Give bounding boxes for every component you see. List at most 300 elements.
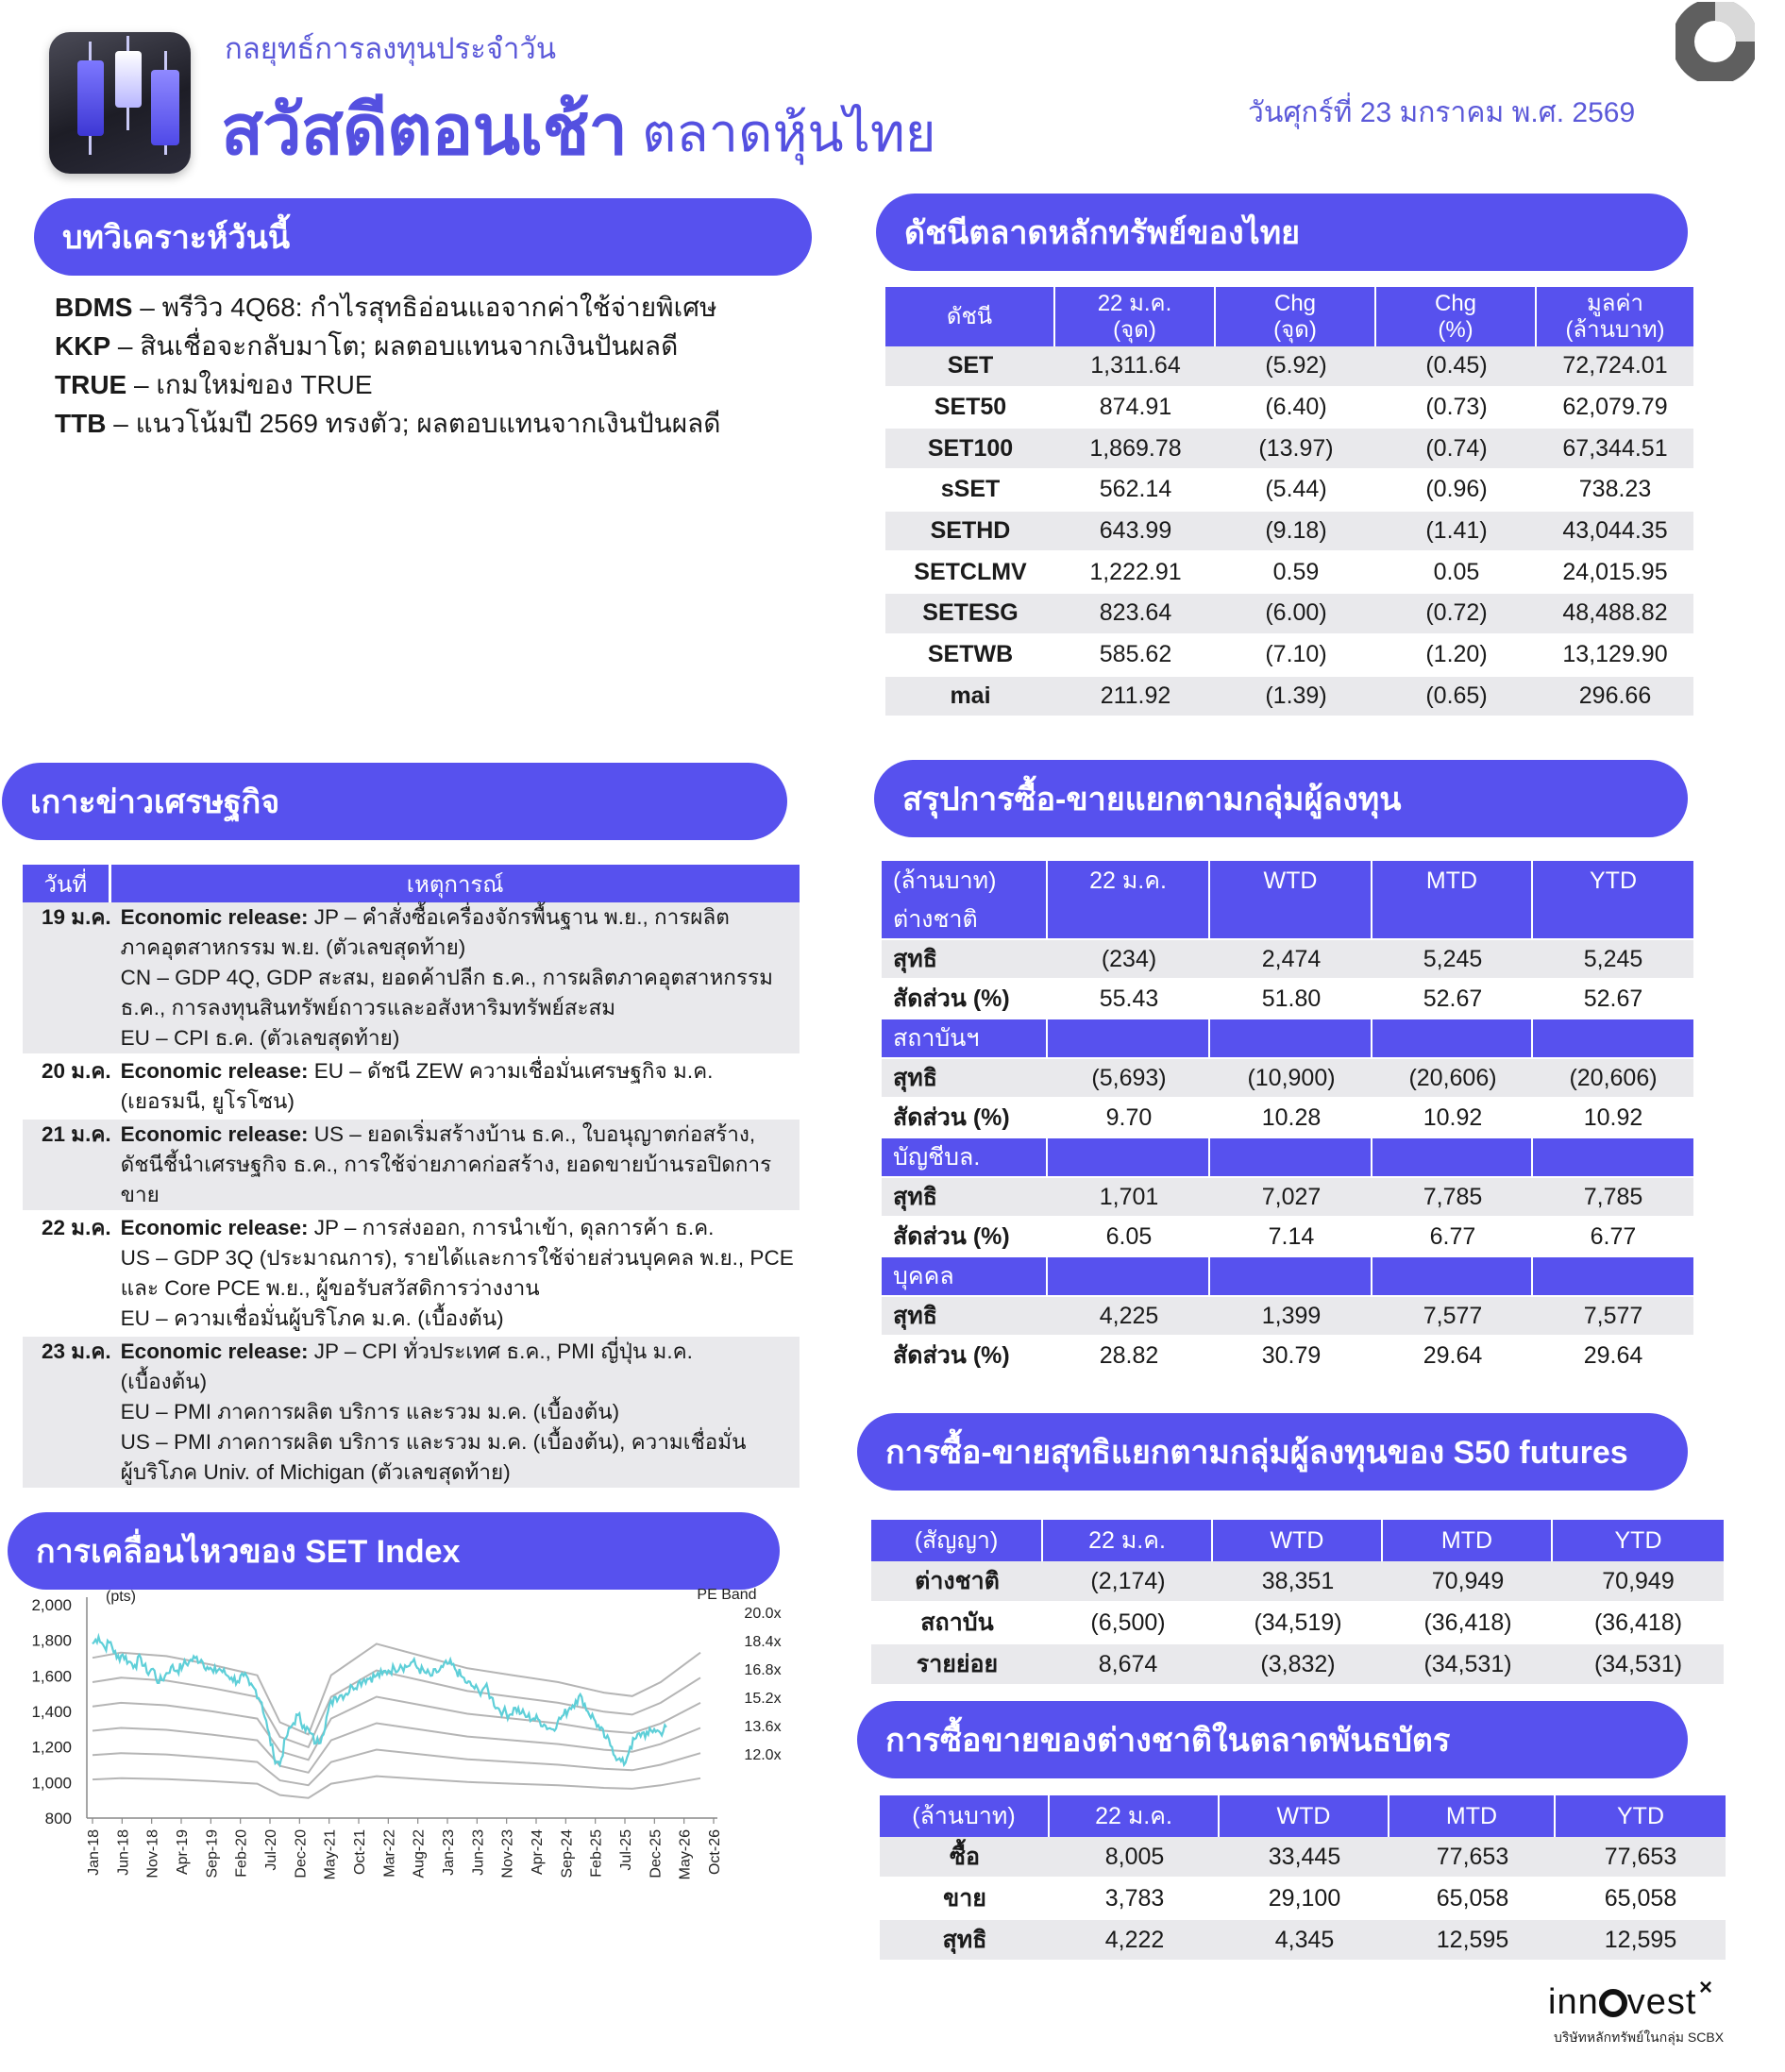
- analysis-item: [55, 365, 791, 404]
- table-cell: (6.40): [1216, 388, 1376, 430]
- table-header-cell: YTD: [1556, 1795, 1726, 1837]
- table-row: [885, 429, 1693, 470]
- table-cell: 4,222: [1050, 1920, 1220, 1962]
- news-event-line: [121, 993, 794, 1023]
- news-row: [23, 1337, 800, 1491]
- y-tick-label: 1,000: [31, 1774, 72, 1793]
- news-event-text: ธ.ค., การลงทุนสินทรัพย์ถาวรและอสังหาริมทรัพย์สะสม: [120, 996, 616, 1019]
- table-cell: สุทธิ: [880, 1920, 1050, 1962]
- table-cell: (7.10): [1216, 635, 1376, 677]
- analysis-item: [55, 288, 791, 327]
- brand-ring-icon: [1676, 2, 1755, 81]
- table-cell: 10.28: [1210, 1099, 1372, 1138]
- news-event-text: JP – CPI ทั่วประเทศ ธ.ค., PMI ญี่ปุ่น ม.ค.: [308, 1339, 693, 1363]
- futures-table: [871, 1520, 1724, 1686]
- x-tick-label: Oct-21: [352, 1829, 368, 1876]
- investor-table: [882, 861, 1693, 1376]
- news-event-line: [121, 1337, 794, 1367]
- x-tick-label: Feb-25: [588, 1829, 605, 1878]
- news-event-text: ผู้บริโภค Univ. of Michigan (ตัวเลขสุดท้าย): [120, 1460, 511, 1484]
- investor-group-cell: [1048, 901, 1210, 940]
- news-row: [23, 1056, 800, 1120]
- table-header-cell: ดัชนี: [885, 287, 1055, 346]
- table-cell: สัดส่วน (%): [882, 980, 1048, 1019]
- table-row: [885, 677, 1693, 718]
- table-cell: ต่างชาติ: [871, 1561, 1043, 1603]
- table-cell: 52.67: [1533, 980, 1693, 1019]
- investor-pct-row: [882, 1337, 1693, 1376]
- chart-heading: การเคลื่อนไหวของ SET Index: [8, 1512, 780, 1590]
- pe-band-label: 13.6x: [744, 1719, 782, 1735]
- brand-x-icon: ×: [1699, 1975, 1713, 2000]
- investor-group-cell: [1372, 1019, 1533, 1059]
- news-event-text: EU – ความเชื่อมั่นผู้บริโภค ม.ค. (เบื้องต้น): [120, 1306, 504, 1330]
- table-cell: (0.65): [1376, 677, 1537, 718]
- table-header-cell: 22 ม.ค. (จุด): [1055, 287, 1216, 346]
- x-tick-label: May-21: [322, 1829, 339, 1880]
- investor-group-cell: [1533, 1019, 1693, 1059]
- table-cell: 7,027: [1210, 1178, 1372, 1218]
- table-cell: 10.92: [1533, 1099, 1693, 1138]
- news-event-text: EU – PMI ภาคการผลิต บริการ และรวม ม.ค. (เบื้องต้น): [120, 1400, 620, 1423]
- table-header-cell: วันที่: [23, 865, 111, 902]
- pe-band-label: 15.2x: [744, 1691, 782, 1707]
- table-cell: สุทธิ: [882, 1297, 1048, 1337]
- table-header-cell: WTD: [1220, 1795, 1389, 1837]
- news-event-text: (เยอรมนี, ยูโรโซน): [120, 1089, 295, 1113]
- table-cell: (36,418): [1383, 1603, 1553, 1644]
- table-cell: 7,577: [1533, 1297, 1693, 1337]
- analysis-list: [55, 288, 791, 443]
- analysis-item: [55, 404, 791, 443]
- candle-bar: [151, 70, 179, 145]
- table-cell: 38,351: [1213, 1561, 1383, 1603]
- news-event: [111, 1337, 800, 1491]
- news-date: 21 ม.ค.: [23, 1120, 111, 1213]
- table-cell: ซื้อ: [880, 1837, 1050, 1878]
- table-cell: ขาย: [880, 1878, 1050, 1920]
- table-cell: 9.70: [1048, 1099, 1210, 1138]
- news-event-line: [121, 1243, 794, 1273]
- news-event-line: [121, 1150, 794, 1180]
- table-cell: 10.92: [1372, 1099, 1533, 1138]
- bond-heading: การซื้อขายของต่างชาติในตลาดพันธบัตร: [857, 1701, 1688, 1778]
- x-tick-label: Sep-19: [204, 1829, 221, 1878]
- table-cell: (2,174): [1043, 1561, 1213, 1603]
- table-cell: 6.77: [1533, 1218, 1693, 1257]
- table-cell: 30.79: [1210, 1337, 1372, 1376]
- table-cell: 67,344.51: [1537, 429, 1693, 470]
- table-cell: 48,488.82: [1537, 594, 1693, 635]
- table-cell: (5.92): [1216, 346, 1376, 388]
- news-event-text: (เบื้องต้น): [120, 1370, 208, 1393]
- investor-pct-row: [882, 980, 1693, 1019]
- table-cell: 62,079.79: [1537, 388, 1693, 430]
- table-header-cell: MTD: [1372, 861, 1533, 901]
- y-tick-label: 1,400: [31, 1703, 72, 1721]
- table-cell: 4,225: [1048, 1297, 1210, 1337]
- x-tick-label: Apr-24: [530, 1829, 546, 1876]
- set-index-line: [93, 1637, 666, 1765]
- news-event: [111, 1120, 800, 1213]
- table-cell: 12,595: [1389, 1920, 1556, 1962]
- header-title: สวัสดีตอนเช้า: [221, 91, 628, 169]
- investor-group-row: [882, 1138, 1693, 1178]
- table-header-cell: เหตุการณ์: [111, 865, 800, 902]
- table-cell: 296.66: [1537, 677, 1693, 718]
- investor-group-cell: [1210, 1138, 1372, 1178]
- news-event-label: Economic release:: [120, 1216, 309, 1239]
- table-header-cell: WTD: [1213, 1520, 1383, 1561]
- news-event-label: Economic release:: [120, 1059, 309, 1083]
- investor-group-cell: [1048, 1257, 1210, 1297]
- table-header-cell: (ล้านบาท): [882, 861, 1048, 901]
- table-cell: สัดส่วน (%): [882, 1218, 1048, 1257]
- table-cell: 52.67: [1372, 980, 1533, 1019]
- set-index-chart: [0, 1586, 812, 1963]
- news-event: [111, 902, 800, 1056]
- news-event-text: ดัชนีชี้นำเศรษฐกิจ ธ.ค., การใช้จ่ายภาคก่อสร้าง, ยอดขายบ้านรอปิดการ: [120, 1153, 772, 1176]
- table-row: [871, 1603, 1724, 1644]
- news-table: [23, 865, 800, 1491]
- pe-band-line: [93, 1643, 700, 1734]
- investor-net-row: [882, 1297, 1693, 1337]
- table-cell: (20,606): [1533, 1059, 1693, 1099]
- x-tick-label: Mar-22: [381, 1829, 398, 1878]
- news-row: [23, 1120, 800, 1213]
- news-event-line: [121, 1023, 794, 1053]
- news-event-line: [121, 1427, 794, 1457]
- table-cell: SETCLMV: [885, 552, 1055, 594]
- table-cell: 2,474: [1210, 940, 1372, 980]
- x-tick-label: Dec-25: [648, 1829, 665, 1878]
- table-header-cell: มูลค่า (ล้านบาท): [1537, 287, 1693, 346]
- x-tick-label: May-26: [677, 1829, 694, 1880]
- pe-band-label: 12.0x: [744, 1747, 782, 1763]
- investor-group-name: สถาบันฯ: [882, 1019, 1048, 1059]
- news-date: 20 ม.ค.: [23, 1056, 111, 1120]
- table-cell: (234): [1048, 940, 1210, 980]
- table-row: [885, 346, 1693, 388]
- table-cell: (10,900): [1210, 1059, 1372, 1099]
- news-event-line: [121, 933, 794, 963]
- analysis-text: – แนวโน้มปี 2569 ทรงตัว; ผลตอบแทนจากเงินปันผลดี: [106, 409, 721, 438]
- table-cell: สัดส่วน (%): [882, 1337, 1048, 1376]
- pe-band-line: [93, 1777, 700, 1798]
- investor-group-cell: [1048, 1019, 1210, 1059]
- news-date: 19 ม.ค.: [23, 902, 111, 1056]
- news-event-text: ขาย: [120, 1183, 160, 1206]
- news-event-text: JP – การส่งออก, การนำเข้า, ดุลการค้า ธ.ค.: [308, 1216, 715, 1239]
- table-cell: 874.91: [1055, 388, 1216, 430]
- table-row: [885, 512, 1693, 553]
- table-row: [885, 552, 1693, 594]
- table-cell: (6.00): [1216, 594, 1376, 635]
- table-cell: (5.44): [1216, 470, 1376, 512]
- investor-group-cell: [1372, 901, 1533, 940]
- futures-heading: การซื้อ-ขายสุทธิแยกตามกลุ่มผู้ลงทุนของ S50 futures: [857, 1413, 1688, 1491]
- x-tick-label: Jun-23: [470, 1829, 487, 1876]
- investor-group-cell: [1533, 1138, 1693, 1178]
- news-event-text: EU – ดัชนี ZEW ความเชื่อมั่นเศรษฐกิจ ม.ค.: [308, 1059, 714, 1083]
- investor-heading: สรุปการซื้อ-ขายแยกตามกลุ่มผู้ลงทุน: [874, 760, 1688, 837]
- news-event-text: JP – คำสั่งซื้อเครื่องจักรพื้นฐาน พ.ย., การผลิต: [308, 905, 730, 929]
- table-header-cell: Chg (%): [1376, 287, 1537, 346]
- table-cell: 7,785: [1372, 1178, 1533, 1218]
- news-event-label: Economic release:: [120, 1122, 309, 1146]
- table-cell: 6.77: [1372, 1218, 1533, 1257]
- table-header-cell: MTD: [1389, 1795, 1556, 1837]
- x-tick-label: Jul-25: [618, 1829, 634, 1871]
- table-cell: (9.18): [1216, 512, 1376, 553]
- investor-group-cell: [1210, 1257, 1372, 1297]
- investor-pct-row: [882, 1099, 1693, 1138]
- news-event-line: [121, 1087, 794, 1117]
- table-cell: (0.45): [1376, 346, 1537, 388]
- table-header-cell: (ล้านบาท): [880, 1795, 1050, 1837]
- table-cell: สัดส่วน (%): [882, 1099, 1048, 1138]
- table-cell: สถาบัน: [871, 1603, 1043, 1644]
- table-row: [871, 1561, 1724, 1603]
- table-cell: (34,519): [1213, 1603, 1383, 1644]
- table-cell: (0.73): [1376, 388, 1537, 430]
- x-tick-label: Aug-22: [411, 1829, 428, 1878]
- table-cell: 4,345: [1220, 1920, 1389, 1962]
- table-header-cell: WTD: [1210, 861, 1372, 901]
- table-cell: 77,653: [1556, 1837, 1726, 1878]
- analysis-text: – พรีวิว 4Q68: กำไรสุทธิอ่อนแอจากค่าใช้จ่ายพิเศษ: [132, 293, 717, 322]
- news-event-line: [121, 1213, 794, 1243]
- news-event: [111, 1213, 800, 1337]
- table-cell: (3,832): [1213, 1644, 1383, 1686]
- table-cell: 585.62: [1055, 635, 1216, 677]
- table-cell: SETHD: [885, 512, 1055, 553]
- table-cell: 43,044.35: [1537, 512, 1693, 553]
- table-cell: (0.74): [1376, 429, 1537, 470]
- candle-bar: [77, 60, 104, 136]
- investor-pct-row: [882, 1218, 1693, 1257]
- table-cell: 823.64: [1055, 594, 1216, 635]
- x-tick-label: Jul-20: [263, 1829, 279, 1871]
- news-event-text: US – ยอดเริ่มสร้างบ้าน ธ.ค., ใบอนุญาตก่อสร้าง,: [308, 1122, 756, 1146]
- table-cell: (36,418): [1553, 1603, 1724, 1644]
- table-cell: 643.99: [1055, 512, 1216, 553]
- table-cell: 7,577: [1372, 1297, 1533, 1337]
- news-event-line: [121, 1397, 794, 1427]
- y-tick-label: 1,800: [31, 1631, 72, 1650]
- news-date: 23 ม.ค.: [23, 1337, 111, 1491]
- table-cell: 562.14: [1055, 470, 1216, 512]
- table-cell: (34,531): [1553, 1644, 1724, 1686]
- table-cell: 5,245: [1533, 940, 1693, 980]
- investor-net-row: [882, 1059, 1693, 1099]
- table-cell: 55.43: [1048, 980, 1210, 1019]
- table-cell: รายย่อย: [871, 1644, 1043, 1686]
- table-header-cell: MTD: [1383, 1520, 1553, 1561]
- x-tick-label: Sep-24: [559, 1829, 576, 1878]
- x-tick-label: Apr-19: [175, 1829, 191, 1876]
- analysis-heading: บทวิเคราะห์วันนี้: [34, 198, 812, 276]
- table-cell: (1.41): [1376, 512, 1537, 553]
- table-cell: 12,595: [1556, 1920, 1726, 1962]
- investor-group-row: [882, 1019, 1693, 1059]
- y-tick-label: 800: [44, 1810, 72, 1828]
- investor-group-row: [882, 1257, 1693, 1297]
- table-cell: 211.92: [1055, 677, 1216, 718]
- table-cell: 7.14: [1210, 1218, 1372, 1257]
- news-event-text: และ Core PCE พ.ย., ผู้ขอรับสวัสดิการว่างงาน: [120, 1276, 540, 1300]
- news-event-line: [121, 1367, 794, 1397]
- x-tick-label: Oct-26: [707, 1829, 723, 1876]
- table-cell: 65,058: [1556, 1878, 1726, 1920]
- news-date: 22 ม.ค.: [23, 1213, 111, 1337]
- table-cell: 7,785: [1533, 1178, 1693, 1218]
- table-row: [885, 594, 1693, 635]
- x-tick-label: Nov-18: [144, 1829, 161, 1878]
- news-event-line: [121, 1180, 794, 1210]
- table-cell: SET100: [885, 429, 1055, 470]
- table-cell: (5,693): [1048, 1059, 1210, 1099]
- table-cell: 1,701: [1048, 1178, 1210, 1218]
- investor-group-cell: [1533, 901, 1693, 940]
- investor-group-cell: [1210, 901, 1372, 940]
- x-tick-label: Jan-18: [86, 1829, 102, 1876]
- news-event-line: [121, 1056, 794, 1087]
- header-date: วันศุกร์ที่ 23 มกราคม พ.ศ. 2569: [1248, 97, 1636, 128]
- brand-logo: inn vest: [1548, 1982, 1697, 2022]
- analysis-text: – สินเชื่อจะกลับมาโต; ผลตอบแทนจากเงินปันผลดี: [110, 331, 679, 361]
- table-header-cell: (สัญญา): [871, 1520, 1043, 1561]
- news-event-line: [121, 902, 794, 933]
- table-cell: 13,129.90: [1537, 635, 1693, 677]
- table-cell: 1,311.64: [1055, 346, 1216, 388]
- table-cell: สุทธิ: [882, 940, 1048, 980]
- investor-net-row: [882, 940, 1693, 980]
- investor-group-cell: [1372, 1257, 1533, 1297]
- table-cell: (20,606): [1372, 1059, 1533, 1099]
- table-row: [885, 635, 1693, 677]
- analysis-ticker: TTB: [55, 409, 107, 438]
- investor-net-row: [882, 1178, 1693, 1218]
- pe-band-line: [93, 1671, 700, 1747]
- table-cell: (1.20): [1376, 635, 1537, 677]
- news-row: [23, 902, 800, 1056]
- analysis-ticker: KKP: [55, 331, 111, 361]
- y-tick-label: 2,000: [31, 1596, 72, 1614]
- table-cell: (13.97): [1216, 429, 1376, 470]
- pe-band-title: PE Band: [697, 1587, 757, 1603]
- news-event-line: [121, 1120, 794, 1150]
- investor-group-row: [882, 901, 1693, 940]
- table-cell: sSET: [885, 470, 1055, 512]
- analysis-item: [55, 327, 791, 365]
- header-title-secondary: ตลาดหุ้นไทย: [642, 103, 936, 162]
- table-header-cell: 22 ม.ค.: [1048, 861, 1210, 901]
- table-header-cell: YTD: [1533, 861, 1693, 901]
- table-cell: สุทธิ: [882, 1178, 1048, 1218]
- index-table: [885, 287, 1693, 717]
- table-cell: 24,015.95: [1537, 552, 1693, 594]
- news-event-line: [121, 1457, 794, 1488]
- table-cell: 72,724.01: [1537, 346, 1693, 388]
- table-cell: 0.59: [1216, 552, 1376, 594]
- table-header-cell: YTD: [1553, 1520, 1724, 1561]
- x-tick-label: Feb-20: [233, 1829, 250, 1878]
- table-cell: (0.72): [1376, 594, 1537, 635]
- news-event-line: [121, 1304, 794, 1334]
- x-tick-label: Jun-18: [115, 1829, 132, 1876]
- investor-group-cell: [1372, 1138, 1533, 1178]
- table-cell: 33,445: [1220, 1837, 1389, 1878]
- table-cell: 6.05: [1048, 1218, 1210, 1257]
- table-row: [885, 388, 1693, 430]
- pe-band-label: 16.8x: [744, 1662, 782, 1678]
- news-event-line: [121, 1273, 794, 1304]
- table-header-cell: Chg (จุด): [1216, 287, 1376, 346]
- analysis-text: – เกมใหม่ของ TRUE: [126, 370, 373, 399]
- news-event-line: [121, 963, 794, 993]
- investor-group-name: ต่างชาติ: [882, 901, 1048, 940]
- investor-group-name: บัญชีบล.: [882, 1138, 1048, 1178]
- news-event-label: Economic release:: [120, 905, 309, 929]
- table-row: [880, 1920, 1726, 1962]
- table-row: [880, 1878, 1726, 1920]
- table-cell: 29.64: [1372, 1337, 1533, 1376]
- pe-band-label: 20.0x: [744, 1606, 782, 1622]
- table-cell: (6,500): [1043, 1603, 1213, 1644]
- news-event-text: US – PMI ภาคการผลิต บริการ และรวม ม.ค. (เบื้องต้น), ความเชื่อมั่น: [120, 1430, 747, 1454]
- table-row: [871, 1644, 1724, 1686]
- table-cell: 1,399: [1210, 1297, 1372, 1337]
- table-cell: 65,058: [1389, 1878, 1556, 1920]
- news-event-text: CN – GDP 4Q, GDP สะสม, ยอดค้าปลีก ธ.ค., การผลิตภาคอุตสาหกรรม: [120, 966, 773, 989]
- index-heading: ดัชนีตลาดหลักทรัพย์ของไทย: [876, 194, 1688, 271]
- x-tick-label: Nov-23: [499, 1829, 516, 1878]
- header-subtitle: กลยุทธ์การลงทุนประจำวัน: [225, 32, 557, 65]
- table-cell: 0.05: [1376, 552, 1537, 594]
- news-event-label: Economic release:: [120, 1339, 309, 1363]
- investor-group-cell: [1210, 1019, 1372, 1059]
- investor-group-cell: [1533, 1257, 1693, 1297]
- table-cell: 77,653: [1389, 1837, 1556, 1878]
- y-tick-label: 1,600: [31, 1667, 72, 1686]
- table-cell: SETWB: [885, 635, 1055, 677]
- analysis-ticker: TRUE: [55, 370, 127, 399]
- table-row: [885, 470, 1693, 512]
- table-cell: 5,245: [1372, 940, 1533, 980]
- table-cell: (1.39): [1216, 677, 1376, 718]
- table-cell: 8,674: [1043, 1644, 1213, 1686]
- table-cell: 29.64: [1533, 1337, 1693, 1376]
- table-row: [880, 1837, 1726, 1878]
- investor-group-cell: [1048, 1138, 1210, 1178]
- table-cell: SET: [885, 346, 1055, 388]
- table-cell: 28.82: [1048, 1337, 1210, 1376]
- table-cell: SETESG: [885, 594, 1055, 635]
- investor-group-name: บุคคล: [882, 1257, 1048, 1297]
- table-cell: (0.96): [1376, 470, 1537, 512]
- news-row: [23, 1213, 800, 1337]
- app-logo: [49, 32, 191, 174]
- table-cell: สุทธิ: [882, 1059, 1048, 1099]
- table-cell: mai: [885, 677, 1055, 718]
- table-cell: 1,222.91: [1055, 552, 1216, 594]
- y-tick-label: 1,200: [31, 1738, 72, 1757]
- x-tick-label: Jan-23: [441, 1829, 457, 1876]
- table-cell: 29,100: [1220, 1878, 1389, 1920]
- news-event-text: EU – CPI ธ.ค. (ตัวเลขสุดท้าย): [120, 1026, 400, 1050]
- table-cell: (34,531): [1383, 1644, 1553, 1686]
